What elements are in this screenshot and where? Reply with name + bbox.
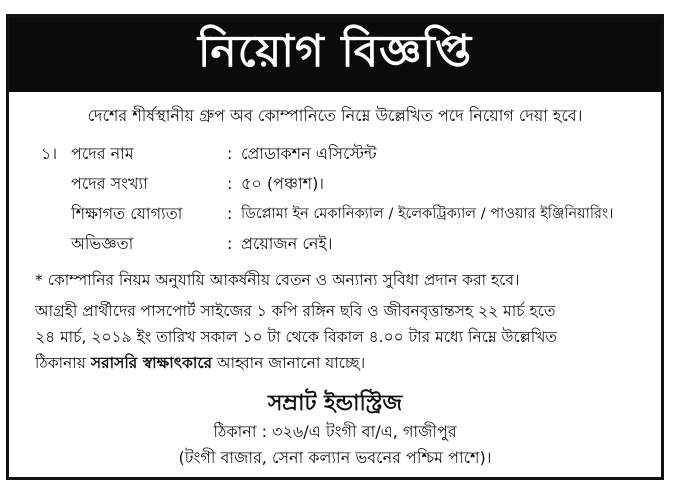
intro-text: দেশের শীর্ষস্থানীয় গ্রুপ অব কোম্পানিতে নিম্নে উল্লেখিত পদে নিয়োগ দেয়া হবে। — [87, 106, 583, 125]
company-landmark: (টংগী বাজার, সেনা কল্যান ভবনের পশ্চিম পাশে)। — [178, 448, 492, 467]
experience-label: অভিজ্ঞতা — [71, 234, 134, 253]
company-name: সম্রাট ইন্ডাস্ট্রিজ — [267, 390, 403, 416]
post-count-label: পদের সংখ্যা — [71, 174, 148, 193]
apply-line-3-pre: ঠিকানায় — [35, 354, 91, 372]
post-name-label: পদের নাম — [71, 144, 134, 163]
apply-line-3 — [35, 352, 365, 374]
apply-line-2: ২৪ মার্চ, ২০১৯ ইং তারিখ সকাল ১০ টা থেকে বিকাল ৪.০০ টার মধ্যে নিম্নে উল্লেখিত — [35, 328, 558, 346]
apply-line-3-post: আহ্বান জানানো যাচ্ছে। — [212, 354, 366, 372]
qualification-label: শিক্ষাগত যোগ্যতা — [71, 204, 183, 223]
post-name-value: প্রোডাকশন এসিস্টেন্ট — [241, 144, 377, 163]
experience-colon: : — [227, 234, 233, 253]
company-address: ঠিকানা : ৩২৬/এ টংগী বা/এ, গাজীপুর — [213, 422, 457, 441]
job-notice — [6, 14, 664, 480]
post-count-colon: : — [227, 174, 233, 193]
post-count-value: ৫০ (পঞ্চাশ)। — [241, 174, 325, 193]
serial-number: ১। — [41, 144, 58, 163]
notice-title: নিয়োগ বিজ্ঞপ্তি — [9, 17, 661, 92]
experience-value: প্রয়োজন নেই। — [241, 234, 333, 253]
apply-line-1: আগ্রহী প্রার্থীদের পাসপোর্ট সাইজের ১ কপি রঙ্গিন ছবি ও জীবনবৃত্তান্তসহ ২২ মার্চ হতে — [35, 302, 556, 320]
qualification-colon: : — [227, 204, 233, 223]
qualification-value: ডিপ্লোমা ইন মেকানিক্যাল / ইলেকট্রিক্যাল / পাওয়ার ইঞ্জিনিয়ারিং। — [241, 206, 614, 222]
interview-emphasis: সরাসরি স্বাক্ষাৎকারে — [90, 354, 213, 372]
post-name-colon: : — [227, 144, 233, 163]
benefits-note: * কোম্পানির নিয়ম অনুযায়ি আকর্ষনীয় বেতন ও অন্যান্য সুবিধা প্রদান করা হবে। — [35, 271, 520, 289]
